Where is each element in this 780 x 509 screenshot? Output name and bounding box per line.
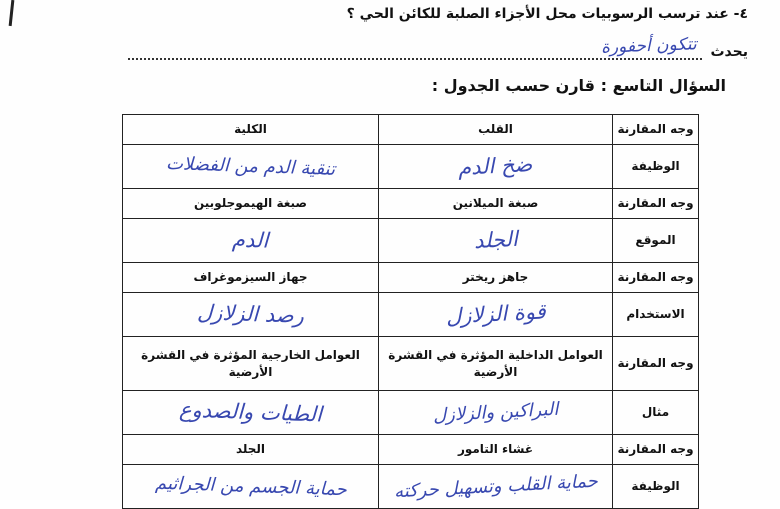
row-label: الوظيفة [613,465,699,509]
row-label: الوظيفة [613,145,699,189]
handwritten-answer: قوة الزلازل [445,299,546,329]
answer-cell [379,465,613,509]
answer-handwritten: تتكون أحفورة [600,34,697,58]
row-label: وجه المقارنة [613,115,699,145]
prompt-cell: الكلية [123,115,379,145]
row-label: وجه المقارنة [613,263,699,293]
table-row [123,435,699,465]
table-row [123,145,699,189]
prompt-cell: صبغة الميلانين [379,189,613,219]
answer-row [128,30,748,60]
answer-cell [123,145,379,189]
handwritten-answer: الدم [231,227,270,253]
answer-cell [123,391,379,435]
answer-cell [123,465,379,509]
table-row [123,115,699,145]
comparison-table [122,114,699,509]
handwritten-answer: الطيات والصدوع [178,397,323,427]
answer-cell [379,293,613,337]
section-title: السؤال التاسع : قارن حسب الجدول : [431,76,726,95]
prompt-cell: العوامل الخارجية المؤثرة في القشرة الأرضية [123,337,379,391]
prompt-cell: غشاء التامور [379,435,613,465]
answer-cell [379,391,613,435]
question-4: ٤- عند ترسب الرسوبيات محل الأجزاء الصلبة للكائن الحي ؟ [346,6,748,22]
prompt-cell: جهاز السيزموغراف [123,263,379,293]
row-label: وجه المقارنة [613,337,699,391]
pen-mark [9,0,15,26]
prompt-cell: جاهز ريختر [379,263,613,293]
handwritten-answer: حماية القلب وتسهيل حركته [393,470,598,503]
prompt-cell: صبغة الهيموجلوبين [123,189,379,219]
table-row [123,219,699,263]
answer-cell [123,219,379,263]
prompt-cell: الجلد [123,435,379,465]
prompt-cell: العوامل الداخلية المؤثرة في القشرة الأرضية [379,337,613,391]
table-row [123,293,699,337]
handwritten-answer: الجلد [472,226,518,253]
handwritten-answer: رصد الزلازل [196,299,305,328]
answer-label: يحدث [710,44,748,60]
table-row [123,263,699,293]
table-row [123,337,699,391]
handwritten-answer: ضخ الدم [457,151,534,180]
prompt-cell: القلب [379,115,613,145]
answer-blank [128,34,702,60]
answer-cell [123,293,379,337]
table-row [123,189,699,219]
row-label: الاستخدام [613,293,699,337]
handwritten-answer: البراكين والزلازل [432,398,559,427]
handwritten-answer: تنقية الدم من الفضلات [165,152,336,180]
answer-cell [379,145,613,189]
handwritten-answer: حماية الجسم من الجراثيم [154,472,347,501]
row-label: الموقع [613,219,699,263]
row-label: وجه المقارنة [613,435,699,465]
answer-cell [379,219,613,263]
row-label: وجه المقارنة [613,189,699,219]
table-row [123,465,699,509]
row-label: مثال [613,391,699,435]
table-row [123,391,699,435]
